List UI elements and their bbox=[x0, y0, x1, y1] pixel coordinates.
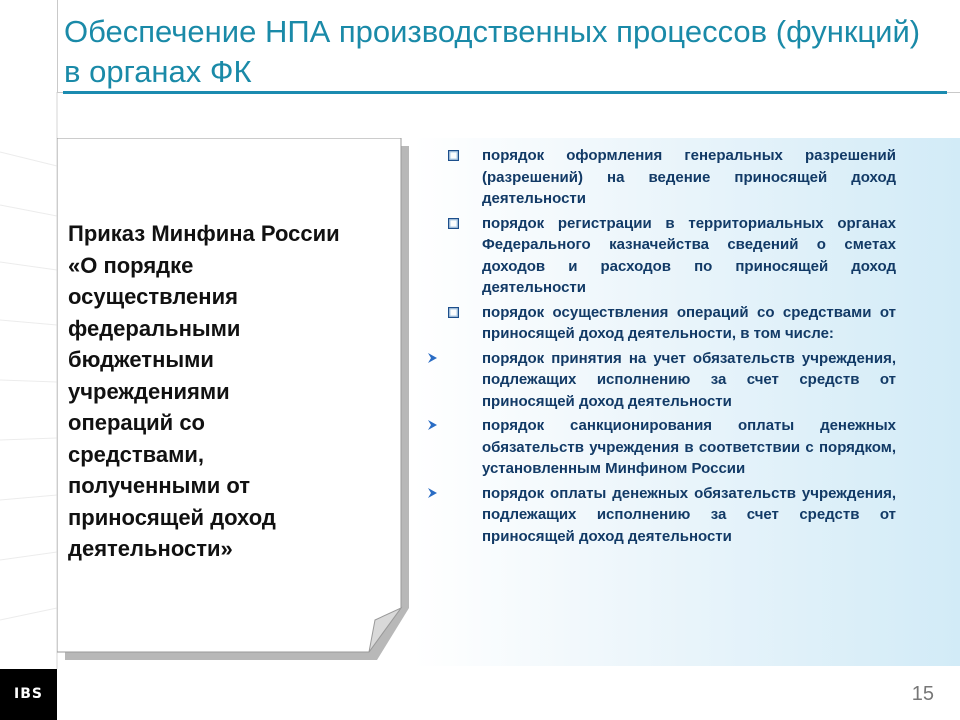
checkbox-bullet-icon bbox=[448, 307, 459, 318]
document-title: Приказ Минфина России «О порядке осуществления федеральными бюджетными учреждениями операций со средствами, полученными от приносящей доход деятельности» bbox=[68, 221, 340, 561]
requirements-list bbox=[420, 145, 896, 550]
arrow-bullet-icon bbox=[427, 487, 438, 499]
list-item-text: порядок санкционирования оплаты денежных обязательств учреждения в соответствии с порядком, установленным Минфином России bbox=[482, 417, 896, 477]
list-item-text: порядок принятия на учет обязательств учреждения, подлежащих исполнению за счет средств от приносящей доход деятельности bbox=[482, 349, 896, 410]
arrow-bullet-icon bbox=[427, 419, 438, 431]
list-item bbox=[420, 348, 896, 413]
list-item bbox=[420, 302, 896, 345]
list-item bbox=[420, 415, 896, 480]
checkbox-bullet-icon bbox=[448, 150, 459, 161]
ibs-logo: IBS bbox=[0, 669, 57, 720]
list-item bbox=[420, 213, 896, 299]
list-item bbox=[420, 483, 896, 548]
checkbox-bullet-icon bbox=[448, 218, 459, 229]
title-underline bbox=[63, 91, 947, 94]
list-item bbox=[420, 145, 896, 210]
slide-title: Обеспечение НПА производственных процессов (функций) в органах ФК bbox=[64, 14, 921, 89]
list-item-text: порядок осуществления операций со средствами от приносящей доход деятельности, в том числе: bbox=[482, 303, 896, 342]
list-item-text: порядок оплаты денежных обязательств учреждения, подлежащих исполнению за счет средств от приносящей доход деятельности bbox=[482, 484, 896, 545]
list-item-text: порядок регистрации в территориальных органах Федерального казначейства сведений о сметах доходов и расходов по приносящей доход деятельности bbox=[482, 214, 896, 296]
page-number: 15 bbox=[911, 683, 934, 705]
arrow-bullet-icon bbox=[427, 352, 438, 364]
list-item-text: порядок оформления генеральных разрешений (разрешений) на ведение приносящей доход деятельности bbox=[482, 147, 896, 207]
